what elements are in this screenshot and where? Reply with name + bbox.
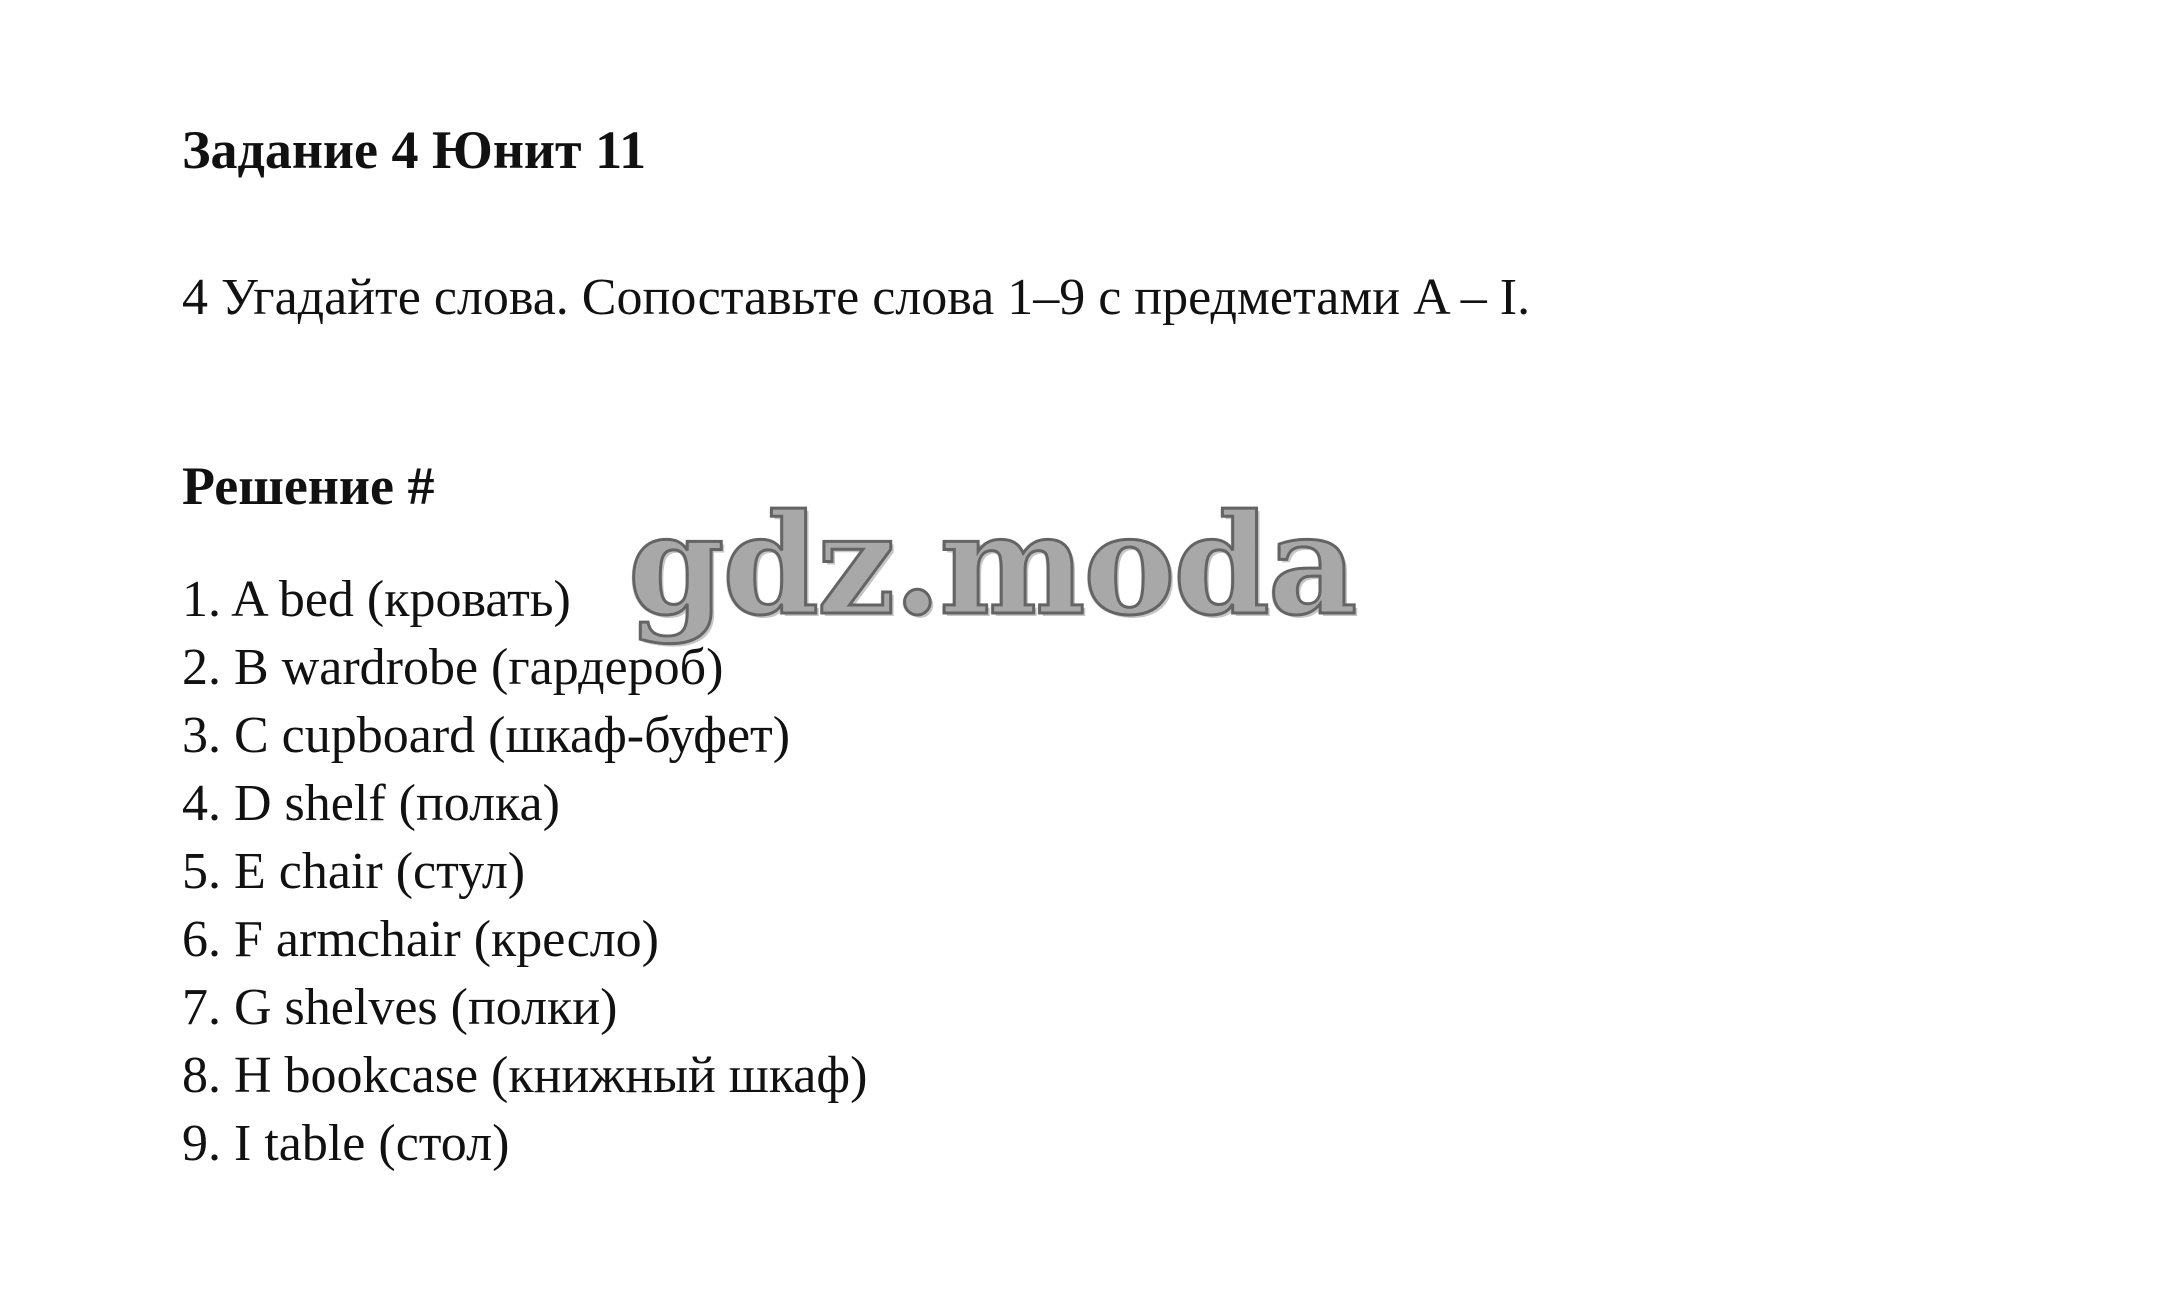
answer-item: 9. I table (стол) [182,1115,510,1172]
answer-item: 2. B wardrobe (гардероб) [182,639,724,696]
answer-item: 4. D shelf (полка) [182,775,560,832]
answer-item: 3. C cupboard (шкаф-буфет) [182,707,791,764]
watermark-logo: gdz.moda [628,483,1356,646]
answer-item: 1. A bed (кровать) [182,571,571,628]
task-text: 4 Угадайте слова. Сопоставьте слова 1–9 с предметами A – I. [182,269,1531,326]
answer-item: 5. E chair (стул) [182,843,526,900]
answer-item: 7. G shelves (полки) [182,979,618,1036]
answer-item: 6. F armchair (кресло) [182,911,659,968]
page-title: Задание 4 Юнит 11 [182,120,647,180]
answer-list [182,566,867,1178]
solution-heading: Решение # [182,456,435,516]
answer-item: 8. H bookcase (книжный шкаф) [182,1047,868,1104]
